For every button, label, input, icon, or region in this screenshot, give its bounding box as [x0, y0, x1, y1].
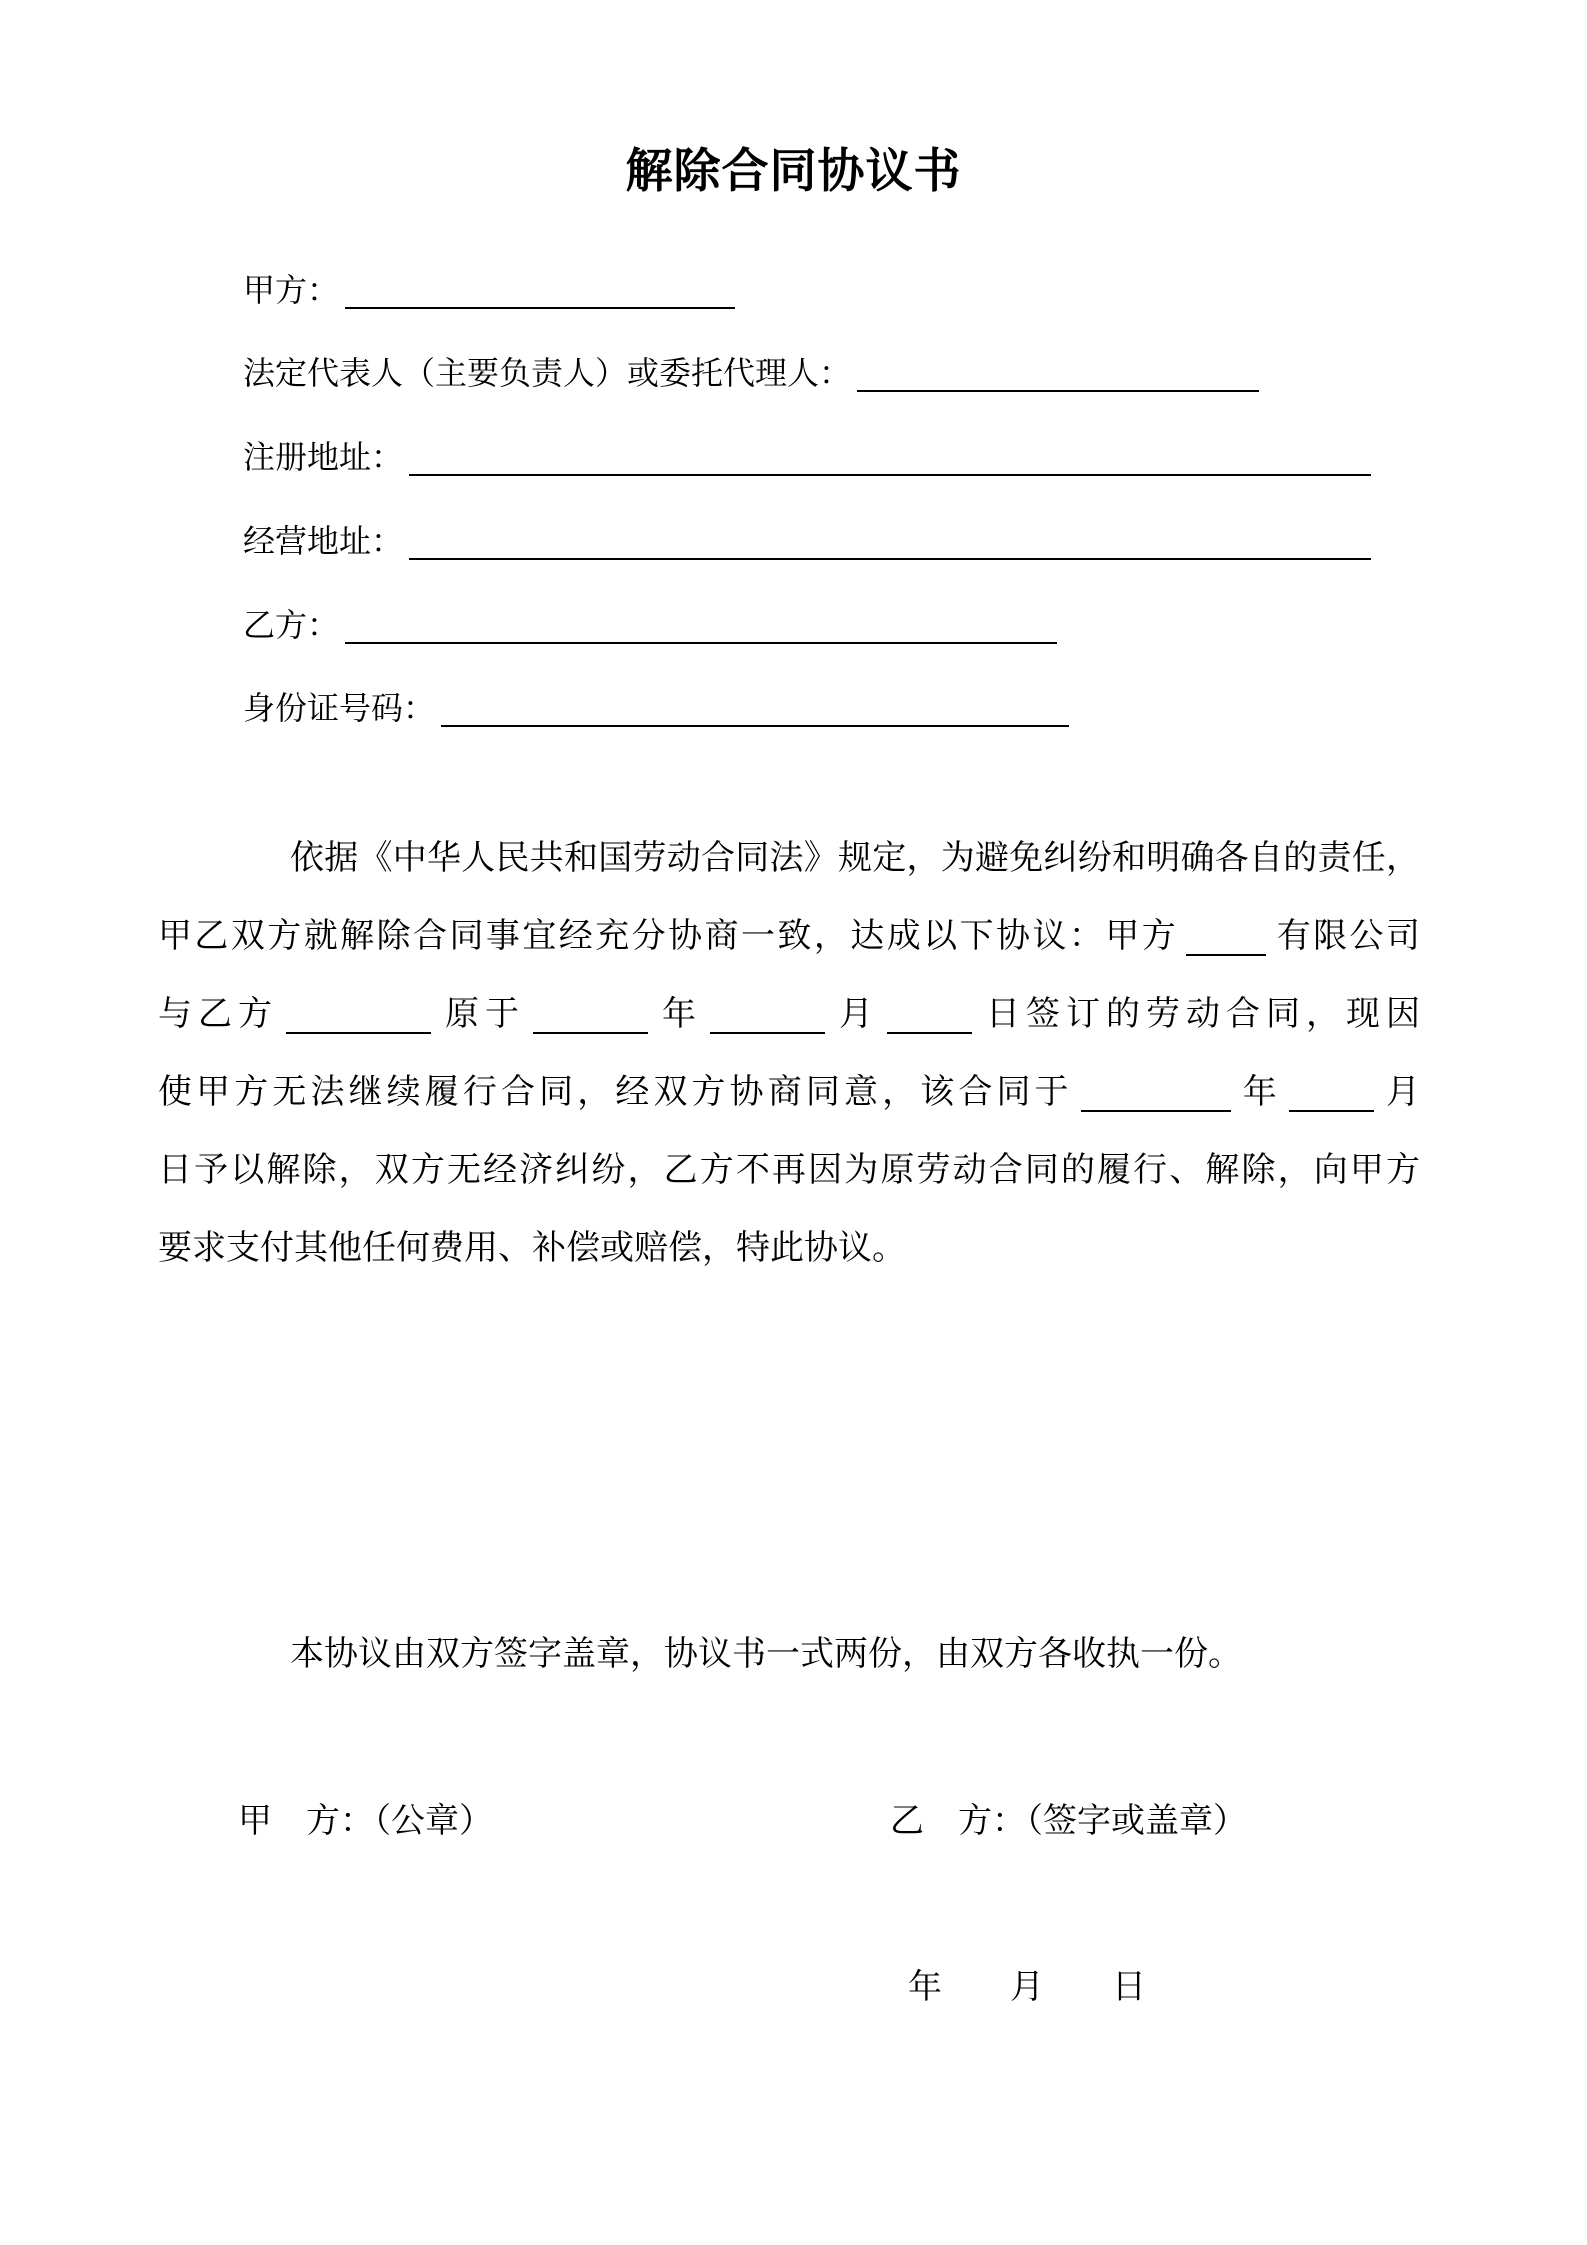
- form-row-party-b: [243, 605, 1057, 645]
- body-line-5: [158, 1132, 1420, 1210]
- sign-day-blank-line: [887, 998, 972, 1034]
- business-address-label: 经营地址：: [243, 523, 404, 559]
- registered-address-blank-line: [409, 442, 1371, 476]
- company-name-blank-line: [1186, 920, 1266, 956]
- party-b-label: 乙方：: [243, 607, 340, 643]
- legal-rep-blank-line: [857, 358, 1259, 392]
- closing-text: 本协议由双方签字盖章，协议书一式两份，由双方各收执一份。: [290, 1636, 1242, 1673]
- body-text: 日签订的劳动合同，现因: [980, 996, 1420, 1033]
- form-row-party-a: [243, 270, 735, 310]
- closing-paragraph: [158, 1616, 1420, 1694]
- body-text: 依据《中华人民共和国劳动合同法》规定，为避免纠纷和明确各自的责任，: [290, 840, 1420, 877]
- body-line-6: [158, 1210, 1420, 1288]
- party-a-blank-line: [345, 275, 735, 309]
- body-text: 使甲方无法继续履行合同，经双方协商同意，该合同于: [158, 1074, 1073, 1111]
- party-b-blank-line: [345, 610, 1057, 644]
- body-text: 甲乙双方就解除合同事宜经充分协商一致，达成以下协议：甲方: [158, 918, 1179, 955]
- body-line-4: [158, 1054, 1420, 1132]
- body-text: 与乙方: [158, 996, 278, 1033]
- body-text: 月: [833, 996, 879, 1033]
- registered-address-label: 注册地址：: [243, 439, 404, 475]
- body-text: 要求支付其他任何费用、补偿或赔偿，特此协议。: [158, 1230, 906, 1267]
- business-address-blank-line: [409, 526, 1371, 560]
- body-text: 日予以解除，双方无经济纠纷，乙方不再因为原劳动合同的履行、解除，向甲方: [158, 1152, 1420, 1189]
- signature-party-a: 甲 方：（公章）: [238, 1803, 493, 1840]
- body-text: 年: [1238, 1074, 1281, 1111]
- party-b-name-blank-line: [286, 998, 431, 1034]
- sign-year-blank-line: [533, 998, 648, 1034]
- body-line-1: [158, 820, 1420, 898]
- form-row-id-number: [243, 688, 1069, 728]
- body-paragraph: [158, 820, 1420, 1288]
- document-title: 解除合同协议书: [625, 146, 962, 198]
- body-text: 原于: [439, 996, 525, 1033]
- id-number-blank-line: [441, 693, 1069, 727]
- sign-month-blank-line: [710, 998, 825, 1034]
- body-text: 年: [656, 996, 702, 1033]
- closing-line: [158, 1616, 1420, 1694]
- date-line: 年 月 日: [908, 1969, 1146, 2006]
- body-text: 月: [1381, 1074, 1421, 1111]
- body-line-3: [158, 976, 1420, 1054]
- legal-rep-label: 法定代表人（主要负责人）或委托代理人：: [243, 355, 852, 391]
- terminate-month-blank-line: [1289, 1076, 1374, 1112]
- body-line-2: [158, 898, 1420, 976]
- body-text: 有限公司: [1274, 918, 1420, 955]
- signature-party-b: 乙 方：（签字或盖章）: [890, 1803, 1247, 1840]
- terminate-year-blank-line: [1081, 1076, 1231, 1112]
- id-number-label: 身份证号码：: [243, 690, 436, 726]
- form-row-registered-address: [243, 437, 1371, 477]
- form-row-business-address: [243, 521, 1371, 561]
- party-a-label: 甲方：: [243, 272, 340, 308]
- form-row-legal-rep: [243, 353, 1259, 393]
